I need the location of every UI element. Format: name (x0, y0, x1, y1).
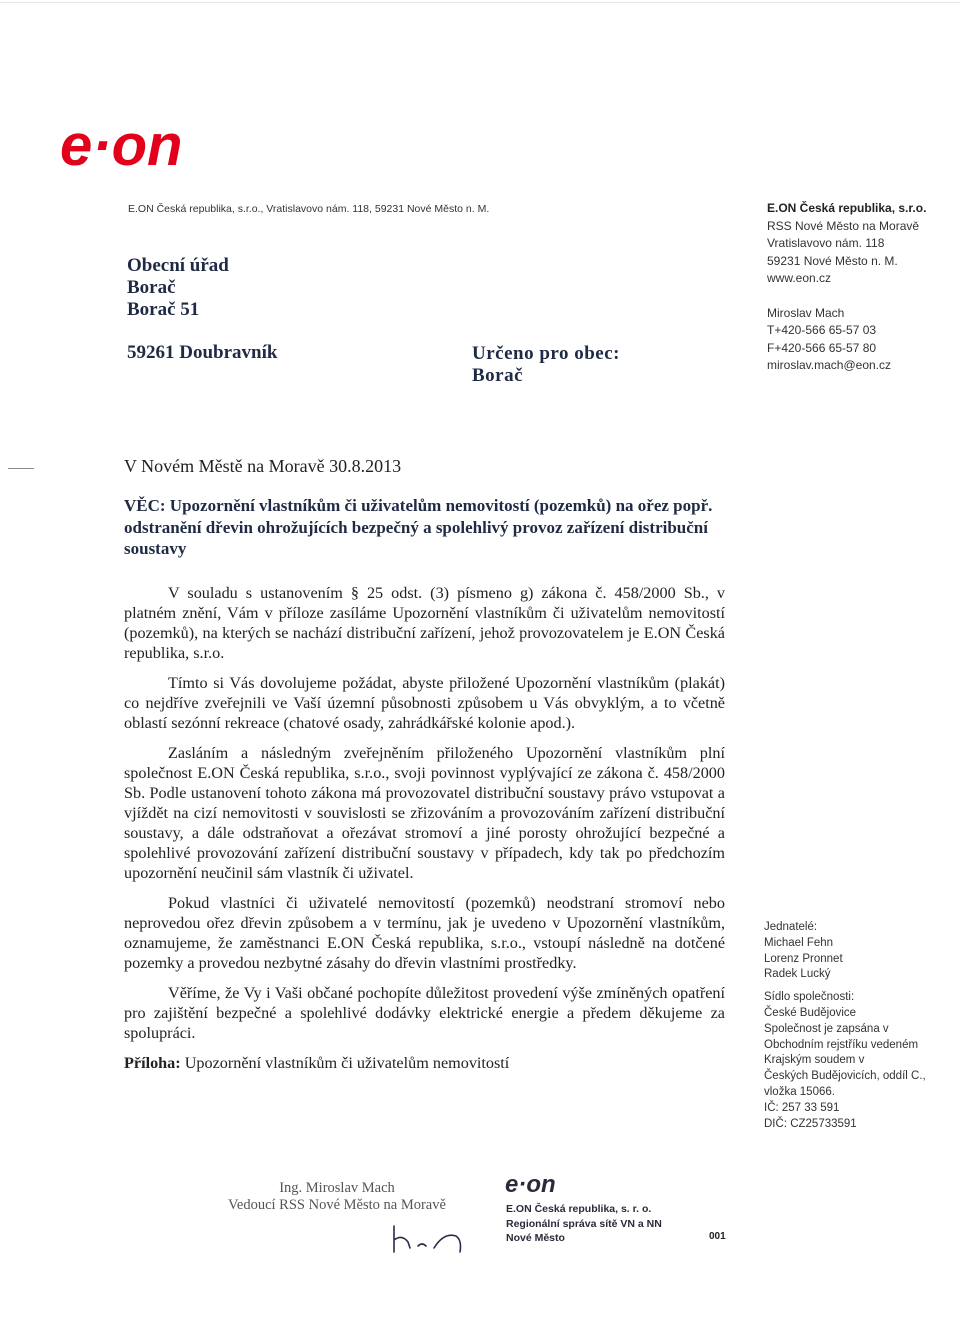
stamp-logo-text: e·on (505, 1171, 556, 1198)
attachment-text: Upozornění vlastníkům či uživatelům nemovitostí (184, 1054, 510, 1072)
stamp-eon-logo (505, 1170, 577, 1198)
registration-5: vložka 15066. (764, 1085, 835, 1098)
eon-logo-text: e·on (60, 115, 183, 175)
paragraph-4: Pokud vlastníci či uživatelé nemovitostí (pozemků) neodstraní stromoví nebo neprovedou ořez dřevin způsobem a v termínu, jak je uvedeno v Upozornění vlastníkům, oznamujeme, že zaměstnanci E.ON Česká republika, s.r.o., vstoupí následně na dotčené pozemky a provedou nezbytné zásahy do dřevin vlastními prostředky. (124, 894, 725, 972)
company-dic: DIČ: CZ25733591 (764, 1117, 857, 1130)
company-unit: RSS Nové Město na Moravě (767, 218, 920, 233)
company-web[interactable]: www.eon.cz (767, 271, 832, 285)
stamp-line-1: E.ON Česká republika, s. r. o. (506, 1203, 652, 1215)
contact-name: Miroslav Mach (767, 305, 845, 320)
sender-address-line: E.ON Česká republika, s.r.o., Vratislavovo nám. 118, 59231 Nové Město n. M. (128, 203, 490, 215)
board-member-2: Lorenz Pronnet (764, 952, 843, 965)
date-line: V Novém Městě na Moravě 30.8.2013 (124, 456, 402, 476)
seat-city: České Budějovice (764, 1006, 857, 1019)
paragraph-1: V souladu s ustanovením § 25 odst. (3) písmeno g) zákona č. 458/2000 Sb., v platném znění, Vám v příloze zasíláme Upozornění vlastníkům či uživatelům nemovitostí (pozemků), na kterých se nachází distribuční zařízení, jehož provozovatelem je E.ON Česká republika, s.r.o. (124, 584, 725, 662)
top-edge-line (0, 2, 960, 3)
signer-block (222, 1180, 452, 1214)
intended-for-value: Borač (472, 365, 524, 386)
registration-2: Obchodním rejstříku vedeném (764, 1038, 919, 1051)
board-member-3: Radek Lucký (764, 968, 831, 981)
subject: VĚC: Upozornění vlastníkům či uživatelům nemovitostí (pozemků) na ořez popř. odstranění dřevin ohrožujících bezpečný a spolehlivý provoz zařízení distribuční soustavy (124, 496, 713, 558)
signer-name: Ing. Miroslav Mach (279, 1180, 395, 1196)
stamp-line-2: Regionální správa sítě VN a NN (506, 1217, 662, 1230)
contact-email[interactable]: miroslav.mach@eon.cz (767, 358, 891, 372)
seat-label: Sídlo společnosti: (764, 991, 855, 1004)
intended-for-label: Určeno pro obec: (472, 343, 621, 364)
registration-4: Českých Budějovicích, oddíl C., (764, 1070, 926, 1083)
stamp-number: 001 (709, 1231, 726, 1242)
company-street: Vratislavovo nám. 118 (767, 236, 885, 250)
signer-title: Vedoucí RSS Nové Město na Moravě (228, 1197, 446, 1213)
attachment-line (124, 1053, 725, 1073)
attachment-label: Příloha: (124, 1054, 181, 1072)
company-name: E.ON Česká republika, s.r.o. (767, 201, 927, 215)
registration-3: Krajským soudem v (764, 1054, 865, 1067)
company-legal-block (764, 920, 926, 1132)
letter-body (124, 583, 725, 1073)
recipient-line-3: Borač 51 (127, 299, 200, 320)
registration-1: Společnost je zapsána v (764, 1022, 889, 1035)
handwritten-signature (388, 1222, 468, 1256)
paragraph-5: Věříme, že Vy i Vaši občané pochopíte důležitost provedení výše zmíněných opatření pro zajištění bezpečné a spolehlivé dodávky elektrické energie a předem děkujeme za spolupráci. (124, 984, 725, 1042)
company-contact-block (767, 200, 926, 375)
recipient-line-4: 59261 Doubravník (127, 342, 278, 363)
company-ic: IČ: 257 33 591 (764, 1101, 840, 1114)
recipient-line-2: Borač (127, 277, 176, 298)
fold-mark (8, 468, 34, 469)
contact-phone: T+420-566 65-57 03 (767, 323, 877, 337)
paragraph-3: Zasláním a následným zveřejněním přiloženého Upozornění vlastníkům plní společnost E.ON Česká republika, s.r.o., svoji povinnost vyplývající ze zákona č. 458/2000 Sb. Podle ustanovení tohoto zákona má provozovatel distribuční soustavy právo vstupovat a vjíždět na cizí nemovitosti v souvislosti se zřizováním a provozováním zařízení distribuční soustavy, a dále odstraňovat a ořezávat stromoví a jiné porosty ohrožující bezpečné a spolehlivé provozování zařízení distribuční soustavy v případech, kdy tak po předchozím upozornění neučinil sám vlastník či uživatel. (124, 744, 725, 882)
contact-fax: F+420-566 65-57 80 (767, 340, 877, 355)
company-stamp (506, 1202, 662, 1246)
company-city: 59231 Nové Město n. M. (767, 253, 898, 268)
recipient-line-1: Obecní úřad (127, 255, 229, 276)
intended-for-block (472, 343, 620, 387)
stamp-line-3: Nové Město (506, 1232, 565, 1244)
eon-logo (60, 115, 240, 175)
paragraph-2: Tímto si Vás dovolujeme požádat, abyste přiložené Upozornění vlastníkům (plakát) co nejdříve zveřejnili ve Vaší územní působnosti způsobem u Vás obvyklým, a to včetně oblastí sezónní rekreace (chatové osady, zahrádkářské kolonie apod.). (124, 674, 725, 732)
recipient-address (127, 255, 277, 364)
board-member-1: Michael Fehn (764, 936, 834, 949)
board-label: Jednatelé: (764, 921, 818, 933)
